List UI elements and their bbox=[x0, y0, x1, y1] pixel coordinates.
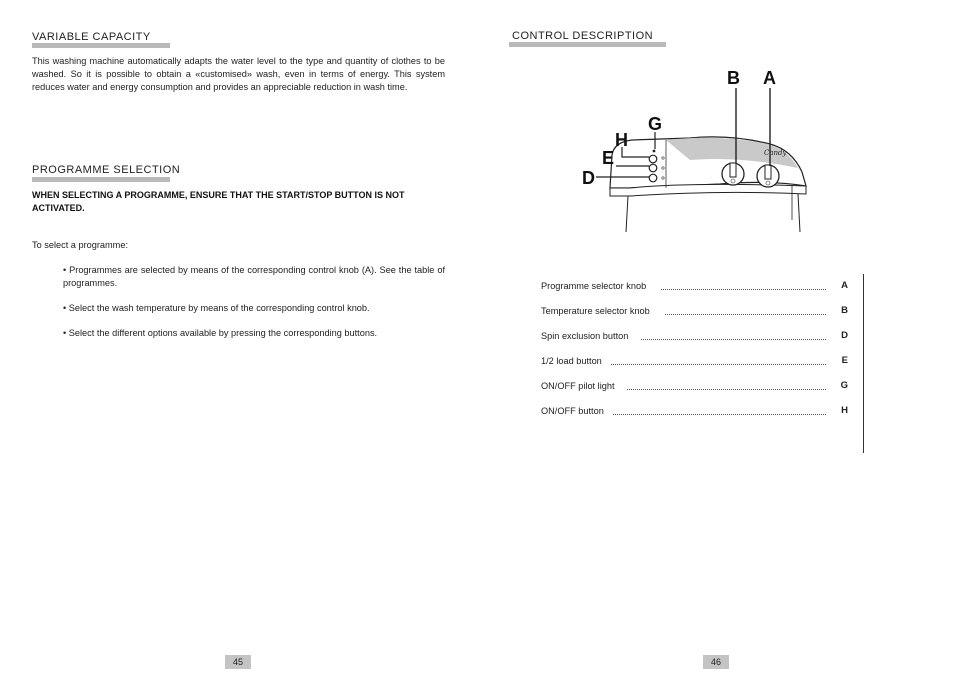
control-row bbox=[541, 356, 848, 370]
control-code: H bbox=[841, 405, 848, 416]
programme-selection-title: PROGRAMME SELECTION bbox=[32, 164, 181, 176]
label-h: H bbox=[615, 130, 628, 150]
title-underline bbox=[32, 43, 170, 48]
bullet-item-2: • Select the wash temperature by means of the corresponding control knob. bbox=[63, 303, 370, 313]
control-code: D bbox=[841, 330, 848, 341]
title-underline bbox=[32, 177, 170, 182]
leader-dots bbox=[665, 314, 826, 315]
cabinet-right bbox=[798, 194, 800, 232]
control-label: Spin exclusion button bbox=[541, 331, 629, 341]
control-row bbox=[541, 281, 848, 295]
page-number-right: 46 bbox=[703, 655, 729, 669]
control-row bbox=[541, 306, 848, 320]
control-code: B bbox=[841, 305, 848, 316]
leader-dots bbox=[613, 414, 826, 415]
label-d: D bbox=[582, 168, 595, 188]
temperature-knob-grip bbox=[730, 163, 736, 177]
title-underline bbox=[509, 42, 666, 47]
label-e: E bbox=[602, 148, 615, 168]
variable-capacity-text: This washing machine automatically adapts the water level to the type and quantity of clothes to be washed. So it is possible to obtain a «customised» wash, even in terms of energy. This system reduces water and energy consumption and provides an appreciable reduction in wash time. bbox=[32, 56, 445, 92]
label-a: A bbox=[763, 68, 776, 88]
control-label: ON/OFF pilot light bbox=[541, 381, 615, 391]
leader-dots bbox=[611, 364, 826, 365]
control-code: G bbox=[840, 380, 848, 391]
cabinet-left bbox=[626, 196, 628, 232]
leader-dots bbox=[641, 339, 826, 340]
leader-dots bbox=[627, 389, 826, 390]
spin-exclusion-button bbox=[649, 174, 657, 182]
half-load-button bbox=[649, 164, 657, 172]
programme-intro: To select a programme: bbox=[32, 240, 128, 250]
label-b: B bbox=[727, 68, 740, 88]
control-row bbox=[541, 331, 848, 345]
washing-machine-diagram bbox=[570, 60, 830, 240]
label-g: G bbox=[648, 114, 663, 134]
programme-warning: WHEN SELECTING A PROGRAMME, ENSURE THAT THE START/STOP BUTTON IS NOT ACTIVATED. bbox=[32, 190, 405, 213]
on-off-button bbox=[649, 155, 657, 163]
control-description-title: CONTROL DESCRIPTION bbox=[512, 30, 654, 42]
table-right-border bbox=[863, 274, 864, 453]
control-code: E bbox=[841, 355, 848, 366]
pilot-light bbox=[653, 150, 656, 153]
variable-capacity-title: VARIABLE CAPACITY bbox=[32, 31, 151, 43]
control-label: Temperature selector knob bbox=[541, 306, 650, 316]
control-label: 1/2 load button bbox=[541, 356, 602, 366]
control-code: A bbox=[841, 280, 848, 291]
control-label: Programme selector knob bbox=[541, 281, 647, 291]
control-row bbox=[541, 381, 848, 395]
bullet-item-1: • Programmes are selected by means of the corresponding control knob (A). See the table of programmes. bbox=[63, 265, 445, 288]
page-number-left: 45 bbox=[225, 655, 251, 669]
control-label: ON/OFF button bbox=[541, 406, 604, 416]
programme-knob-grip bbox=[765, 165, 771, 179]
brand-logo: Candy bbox=[764, 149, 787, 157]
control-row bbox=[541, 406, 848, 420]
leader-dots bbox=[661, 289, 826, 290]
bullet-item-3: • Select the different options available by pressing the corresponding buttons. bbox=[63, 328, 378, 338]
